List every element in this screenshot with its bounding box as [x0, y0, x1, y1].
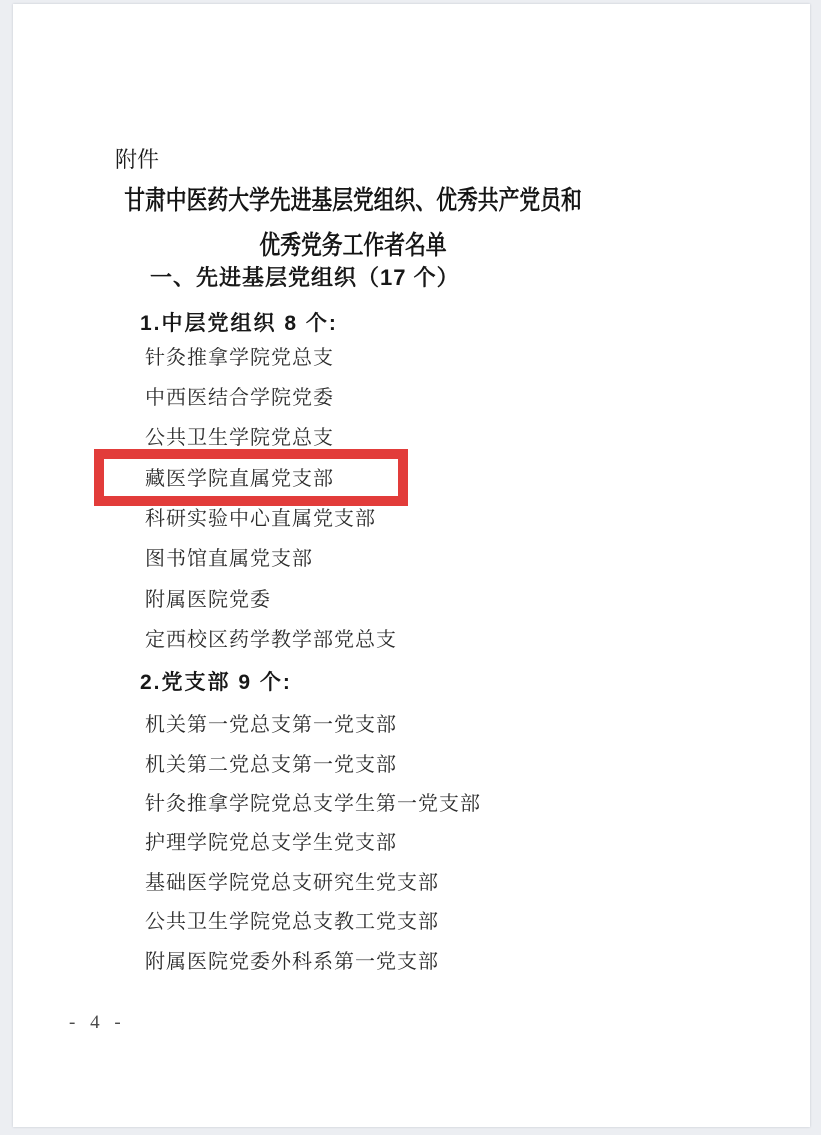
list-item: 定西校区药学教学部党总支 — [145, 629, 397, 652]
list-item: 图书馆直属党支部 — [145, 548, 313, 571]
list-item: 机关第一党总支第一党支部 — [145, 714, 397, 737]
document-title-line1: 甘肃中医药大学先进基层党组织、优秀共产党员和 — [124, 186, 582, 215]
list-item: 科研实验中心直属党支部 — [145, 508, 376, 531]
attachment-label: 附件 — [115, 147, 160, 172]
group2-heading: 2.党支部 9 个: — [140, 671, 292, 694]
page-number: - 4 - — [69, 1012, 126, 1033]
list-item: 机关第二党总支第一党支部 — [145, 753, 397, 776]
section-heading-advanced-organizations: 一、先进基层党组织（17 个） — [150, 265, 460, 290]
document-page — [13, 4, 810, 1127]
list-item: 公共卫生学院党总支教工党支部 — [145, 911, 439, 934]
group2-item-list — [145, 703, 481, 979]
list-item-highlighted: 藏医学院直属党支部 — [145, 467, 334, 490]
list-item: 基础医学院党总支研究生党支部 — [145, 871, 439, 894]
list-item: 针灸推拿学院党总支 — [145, 346, 334, 369]
list-item: 中西医结合学院党委 — [145, 387, 334, 410]
list-item: 护理学院党总支学生党支部 — [145, 832, 397, 855]
list-item: 针灸推拿学院党总支学生第一党支部 — [145, 792, 481, 815]
list-item: 公共卫生学院党总支 — [145, 427, 334, 450]
group1-heading: 1.中层党组织 8 个: — [140, 312, 338, 335]
red-highlight-annotation-box — [94, 449, 408, 506]
list-item: 附属医院党委 — [145, 588, 271, 611]
document-title-line2: 优秀党务工作者名单 — [259, 231, 447, 260]
list-item: 附属医院党委外科系第一党支部 — [145, 950, 439, 973]
